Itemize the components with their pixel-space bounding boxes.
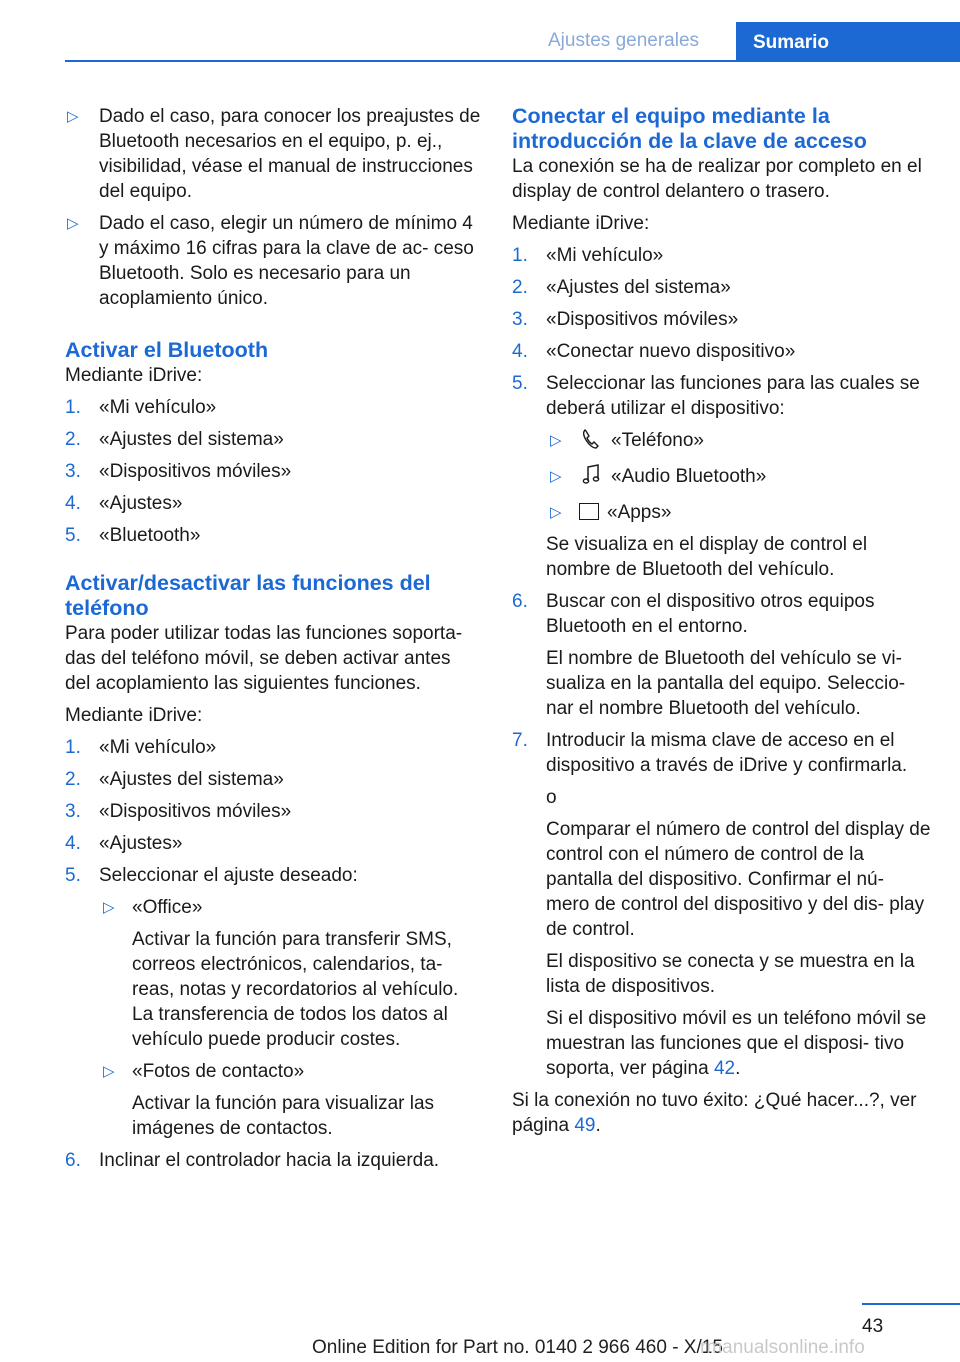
list-item: 3. «Dispositivos móviles» bbox=[512, 309, 739, 330]
triangle-bullet-icon: ▷ bbox=[67, 215, 79, 232]
music-note-icon bbox=[579, 464, 603, 493]
steps-list bbox=[65, 395, 481, 548]
triangle-bullet-icon: ▷ bbox=[550, 432, 562, 449]
phone-icon bbox=[579, 428, 603, 457]
list-item: 3. «Dispositivos móviles» bbox=[65, 461, 292, 482]
watermark: rmanualsonline.info bbox=[700, 1337, 865, 1358]
function-option: ▷ «Teléfono» bbox=[546, 428, 932, 457]
list-item: 5. Seleccionar las funciones para las cuales se deberá utilizar el dispositivo: ▷ «Teléfono» ▷ «Audio Bluetooth» ▷ «Apps» Se visualiza en el display de control el nombre de Bluetooth del vehículo. bbox=[512, 371, 932, 582]
list-item: 3. «Dispositivos móviles» bbox=[65, 801, 292, 822]
triangle-bullet-icon: ▷ bbox=[67, 108, 79, 125]
header-tab-sumario[interactable] bbox=[736, 22, 960, 62]
page-number: 43 bbox=[862, 1316, 884, 1337]
list-item: 2. «Ajustes del sistema» bbox=[65, 769, 284, 790]
bullet-item: ▷ Dado el caso, elegir un número de mínimo 4 y máximo 16 cifras para la clave de ac‐ ceso Bluetooth. Solo es necesario para un acoplamiento único. bbox=[67, 213, 474, 309]
list-item: 6. Buscar con el dispositivo otros equipos Bluetooth en el entorno. El nombre de Bluetooth del vehículo se vi‐ sualiza en la pantalla del equipo. Seleccio‐ nar el nombre Bluetooth del vehículo. bbox=[512, 591, 906, 719]
triangle-bullet-icon: ▷ bbox=[103, 1063, 115, 1080]
steps-list bbox=[65, 735, 481, 1173]
list-item: 7. Introducir la misma clave de acceso en el dispositivo a través de iDrive y confirmarla. o Comparar el número de control del display de control con el número de control de la pantalla del dispositivo. Confirmar el nú‐ mero de control del dispositivo y del dis‐ play de control. El dispositivo se conecta y se muestra en la lista de dispositivos. Si el dispositivo móvil es un teléfono móvil se muestran las funciones que el disposi‐ tivo soporta, ver página 42. bbox=[512, 730, 931, 1079]
list-item: 4. «Ajustes» bbox=[65, 493, 183, 514]
app-box-icon bbox=[579, 503, 599, 520]
section-heading: Activar/desactivar las funciones del teléfono bbox=[65, 571, 431, 620]
header-section-link[interactable]: Ajustes generales bbox=[548, 30, 700, 51]
list-item: 4. «Ajustes» bbox=[65, 833, 183, 854]
header-tab-label: Sumario bbox=[753, 32, 830, 53]
page-header bbox=[0, 0, 960, 62]
function-option: ▷ «Audio Bluetooth» bbox=[546, 464, 932, 493]
section-intro: Mediante iDrive: bbox=[65, 365, 203, 386]
option-item: ▷ «Office» Activar la función para transferir SMS, correos electrónicos, calendarios, ta‐ reas, notas y recordatorios al vehículo. La transferencia de todos los datos al vehículo puede producir costes. bbox=[103, 897, 459, 1050]
list-item: 1. «Mi vehículo» bbox=[65, 397, 217, 418]
list-item: 2. «Ajustes del sistema» bbox=[65, 429, 284, 450]
right-column bbox=[512, 104, 932, 1138]
section-intro: Mediante iDrive: bbox=[65, 705, 203, 726]
list-item: 1. «Mi vehículo» bbox=[512, 245, 664, 266]
steps-list bbox=[512, 243, 932, 1081]
triangle-bullet-icon: ▷ bbox=[103, 899, 115, 916]
page-link[interactable]: 49 bbox=[574, 1115, 596, 1136]
section-intro: Mediante iDrive: bbox=[512, 213, 650, 234]
list-item: 4. «Conectar nuevo dispositivo» bbox=[512, 341, 796, 362]
section-heading: Conectar el equipo mediante la introducción de la clave de acceso bbox=[512, 104, 867, 153]
option-item: ▷ «Fotos de contacto» Activar la función para visualizar las imágenes de contactos. bbox=[103, 1061, 435, 1139]
fail-paragraph: Si la conexión no tuvo éxito: ¿Qué hacer...?, ver página 49. bbox=[512, 1090, 917, 1136]
list-item: 1. «Mi vehículo» bbox=[65, 737, 217, 758]
section-paragraph: La conexión se ha de realizar por completo en el display de control delantero o trasero. bbox=[512, 156, 922, 202]
footer-text: Online Edition for Part no. 0140 2 966 460 - X/15 bbox=[312, 1337, 723, 1358]
section-heading: Activar el Bluetooth bbox=[65, 338, 269, 362]
bullet-item: ▷ Dado el caso, para conocer los preajustes de Bluetooth necesarios en el equipo, p. ej., visibilidad, véase el manual de instrucciones del equipo. bbox=[67, 106, 481, 202]
page-link[interactable]: 42 bbox=[713, 1058, 736, 1079]
list-item: 6. Inclinar el controlador hacia la izquierda. bbox=[65, 1150, 440, 1171]
list-item: 2. «Ajustes del sistema» bbox=[512, 277, 731, 298]
function-option: ▷ «Apps» bbox=[550, 502, 672, 523]
triangle-bullet-icon: ▷ bbox=[550, 468, 562, 485]
header-rule bbox=[65, 60, 960, 62]
list-item: 5. «Bluetooth» bbox=[65, 525, 201, 546]
section-paragraph: Para poder utilizar todas las funciones soporta‐ das del teléfono móvil, se deben activar antes del acoplamiento las siguientes funciones. bbox=[65, 623, 463, 694]
page-number-rule bbox=[862, 1303, 960, 1305]
list-item: 5. Seleccionar el ajuste deseado: ▷ «Office» Activar la función para transferir SMS, correos electrónicos, calendarios, ta‐ reas, notas y recordatorios al vehículo. La transferencia de todos los datos al vehículo puede producir costes. ▷ «Fotos de contacto» Activar la función para visualizar las imágenes de contactos. bbox=[65, 863, 481, 1141]
left-column bbox=[65, 104, 481, 1180]
triangle-bullet-icon: ▷ bbox=[550, 504, 562, 521]
